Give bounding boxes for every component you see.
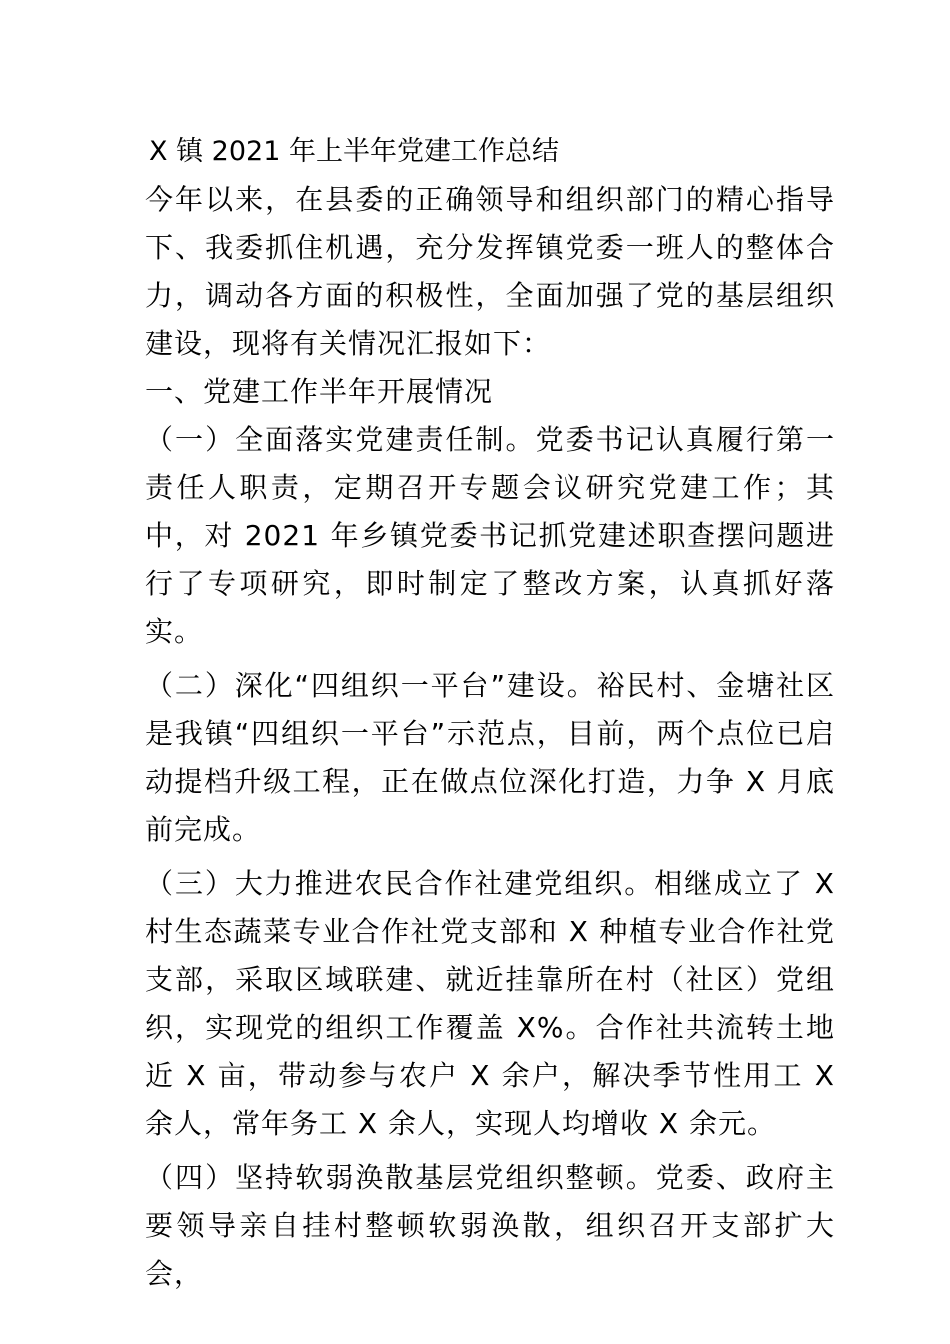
paragraph-item-4: （四）坚持软弱涣散基层党组织整顿。党委、政府主要领导亲自挂村整顿软弱涣散，组织召开支部扩大会，	[145, 1161, 835, 1290]
paragraph-item-1: （一）全面落实党建责任制。党委书记认真履行第一责任人职责，定期召开专题会议研究党建工作；其中，对 2021 年乡镇党委书记抓党建述职查摆问题进行了专项研究，即时制定了整改方案，认真抓好落实。	[145, 423, 835, 648]
paragraph-item-2: （二）深化“四组织一平台”建设。裕民村、金塘社区是我镇“四组织一平台”示范点，目前，两个点位已启动提档升级工程，正在做点位深化打造，力争 X 月底前完成。	[145, 669, 835, 846]
paragraph-item-3: （三）大力推进农民合作社建党组织。相继成立了 X 村生态蔬菜专业合作社党支部和 X 种植专业合作社党支部，采取区域联建、就近挂靠所在村（社区）党组织，实现党的组织工作覆盖 X%。合作社共流转土地近 X 亩，带动参与农户 X 余户，解决季节性用工 X 余人，常年务工 X 余人，实现人均增收 X 余元。	[145, 867, 835, 1140]
document-title: X 镇 2021 年上半年党建工作总结	[149, 136, 559, 167]
document-body	[145, 128, 835, 1298]
section-heading: 一、党建工作半年开展情况	[145, 375, 494, 408]
intro-paragraph: 今年以来，在县委的正确领导和组织部门的精心指导下、我委抓住机遇，充分发挥镇党委一班人的整体合力，调动各方面的积极性，全面加强了党的基层组织建设，现将有关情况汇报如下：	[145, 183, 835, 360]
